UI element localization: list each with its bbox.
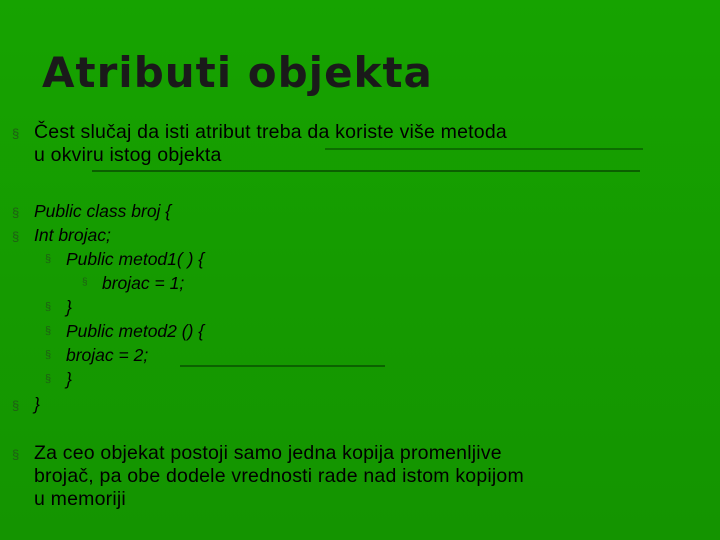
bullet-icon: § [12,447,20,462]
bullet-icon: § [12,398,20,413]
bullet-icon: § [82,277,88,288]
code-line: Public metod2 () { [66,321,205,341]
divider-line [325,148,643,150]
code-line: } [66,369,72,389]
code-line: brojac = 1; [102,273,185,293]
code-line: brojac = 2; [66,345,149,365]
bullet-icon: § [45,325,52,337]
code-line: } [66,297,72,317]
code-line: Public metod1( ) { [66,249,205,269]
bullet-icon: § [12,229,20,244]
divider-line [92,170,640,172]
bullet-icon: § [12,205,20,220]
code-line: } [34,394,40,414]
bullet-icon: § [45,253,52,265]
code-line: Public class broj { [34,201,172,221]
point1-line: u okviru istog objekta [34,144,222,166]
bullet-icon: § [12,126,20,141]
bullet-icon: § [45,373,52,385]
point2-line: Za ceo objekat postoji samo jedna kopija promenljive [34,442,502,464]
code-line: Int brojac; [34,225,111,245]
bullet-icon: § [45,301,52,313]
slide-title: Atributi objekta [42,48,433,97]
bullet-icon: § [45,349,52,361]
point1-line: Čest slučaj da isti atribut treba da koriste više metoda [34,121,507,143]
point2-line: brojač, pa obe dodele vrednosti rade nad istom kopijom [34,465,524,487]
divider-line [180,365,385,367]
point2-line: u memoriji [34,488,126,510]
